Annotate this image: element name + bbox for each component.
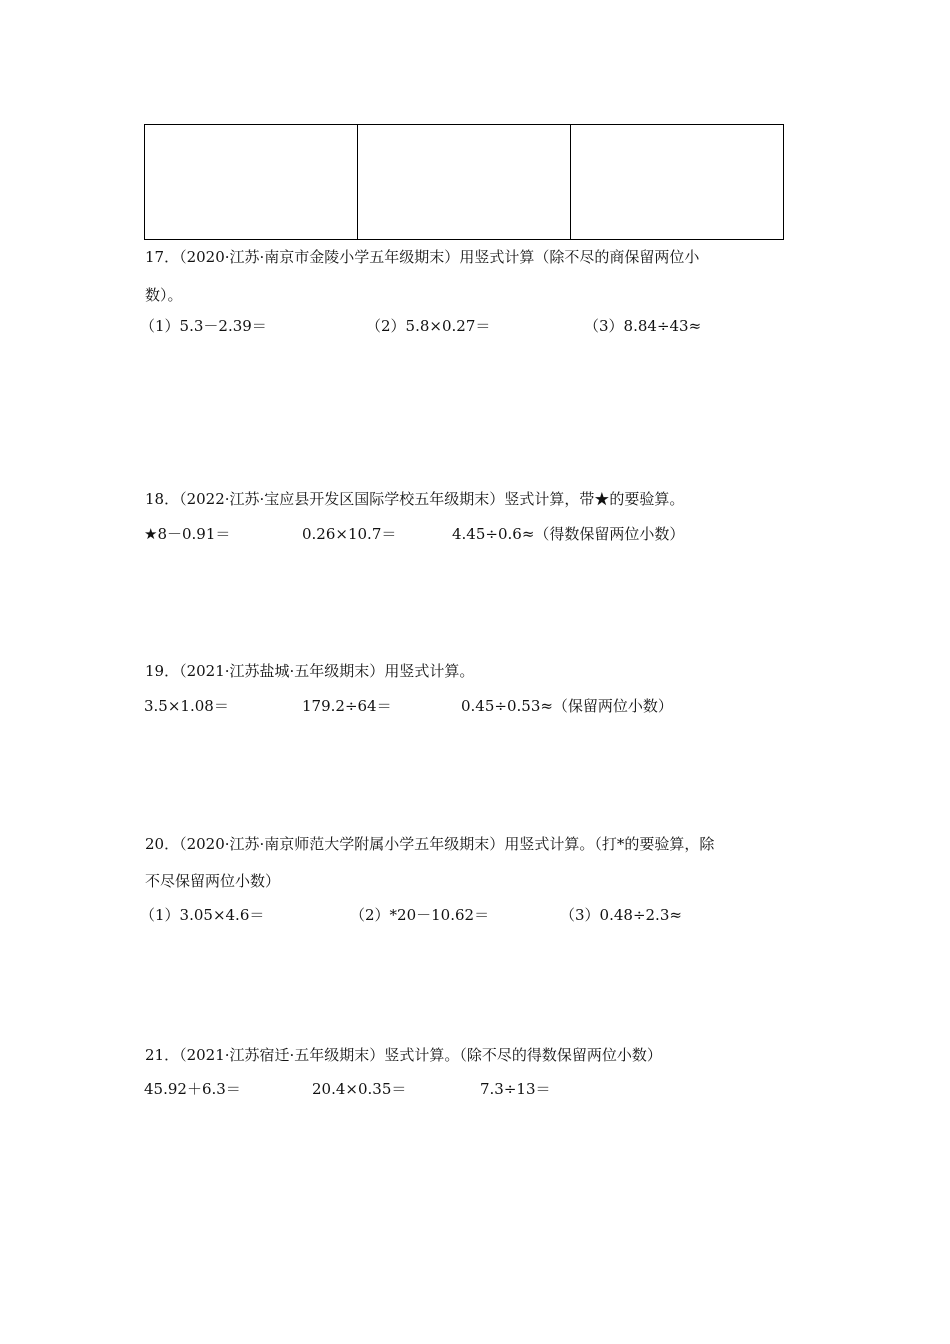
question-source: （2020·江苏·南京市金陵小学五年级期末） xyxy=(179,248,460,266)
question-20-item-2: （2）*20－10.62＝ xyxy=(350,906,490,924)
question-21-item-1: 45.92＋6.3＝ xyxy=(144,1080,241,1098)
question-19-item-2: 179.2÷64＝ xyxy=(302,697,392,715)
question-20-header xyxy=(145,834,714,854)
question-number: 17． xyxy=(145,248,180,266)
question-17-item-1: （1）5.3－2.39＝ xyxy=(140,317,267,335)
question-17-header xyxy=(145,247,699,267)
answer-cell xyxy=(145,125,358,240)
question-instruction: 数）。 xyxy=(145,286,183,304)
question-number: 20． xyxy=(145,835,180,853)
question-21-item-2: 20.4×0.35＝ xyxy=(312,1080,407,1098)
question-21-item-3: 7.3÷13＝ xyxy=(480,1080,551,1098)
question-instruction: 竖式计算。（除不尽的得数保留两位小数） xyxy=(384,1046,662,1064)
question-18-item-2: 0.26×10.7＝ xyxy=(302,525,397,543)
question-20-instruction-cont xyxy=(145,871,280,891)
question-18-item-1: ★8－0.91＝ xyxy=(144,525,231,543)
question-instruction: 不尽保留两位小数） xyxy=(145,872,281,890)
question-instruction: 用竖式计算。（打*的要验算，除 xyxy=(504,835,715,853)
question-18-header xyxy=(145,489,684,509)
question-19-header xyxy=(145,661,474,681)
question-19-item-3: 0.45÷0.53≈（保留两位小数） xyxy=(461,697,673,715)
question-17-instruction-cont xyxy=(145,285,183,305)
question-source: （2021·江苏宿迁·五年级期末） xyxy=(179,1046,385,1064)
question-20-item-1: （1）3.05×4.6＝ xyxy=(140,906,265,924)
answer-cell xyxy=(358,125,571,240)
question-source: （2022·江苏·宝应县开发区国际学校五年级期末） xyxy=(179,490,505,508)
question-number: 18． xyxy=(145,490,180,508)
question-instruction: 用竖式计算（除不尽的商保留两位小 xyxy=(459,248,700,266)
question-20-item-3: （3）0.48÷2.3≈ xyxy=(560,906,682,924)
question-17-item-2: （2）5.8×0.27＝ xyxy=(366,317,491,335)
answer-grid-table xyxy=(144,124,784,240)
question-18-item-3: 4.45÷0.6≈（得数保留两位小数） xyxy=(452,525,685,543)
question-instruction: 竖式计算，带★的要验算。 xyxy=(504,490,685,508)
question-source: （2020·江苏·南京师范大学附属小学五年级期末） xyxy=(179,835,505,853)
answer-cell xyxy=(571,125,784,240)
question-source: （2021·江苏盐城·五年级期末） xyxy=(179,662,385,680)
question-instruction: 用竖式计算。 xyxy=(384,662,475,680)
question-19-item-1: 3.5×1.08＝ xyxy=(144,697,229,715)
question-number: 21． xyxy=(145,1046,180,1064)
question-21-header xyxy=(145,1045,662,1065)
question-17-item-3: （3）8.84÷43≈ xyxy=(584,317,702,335)
question-number: 19． xyxy=(145,662,180,680)
